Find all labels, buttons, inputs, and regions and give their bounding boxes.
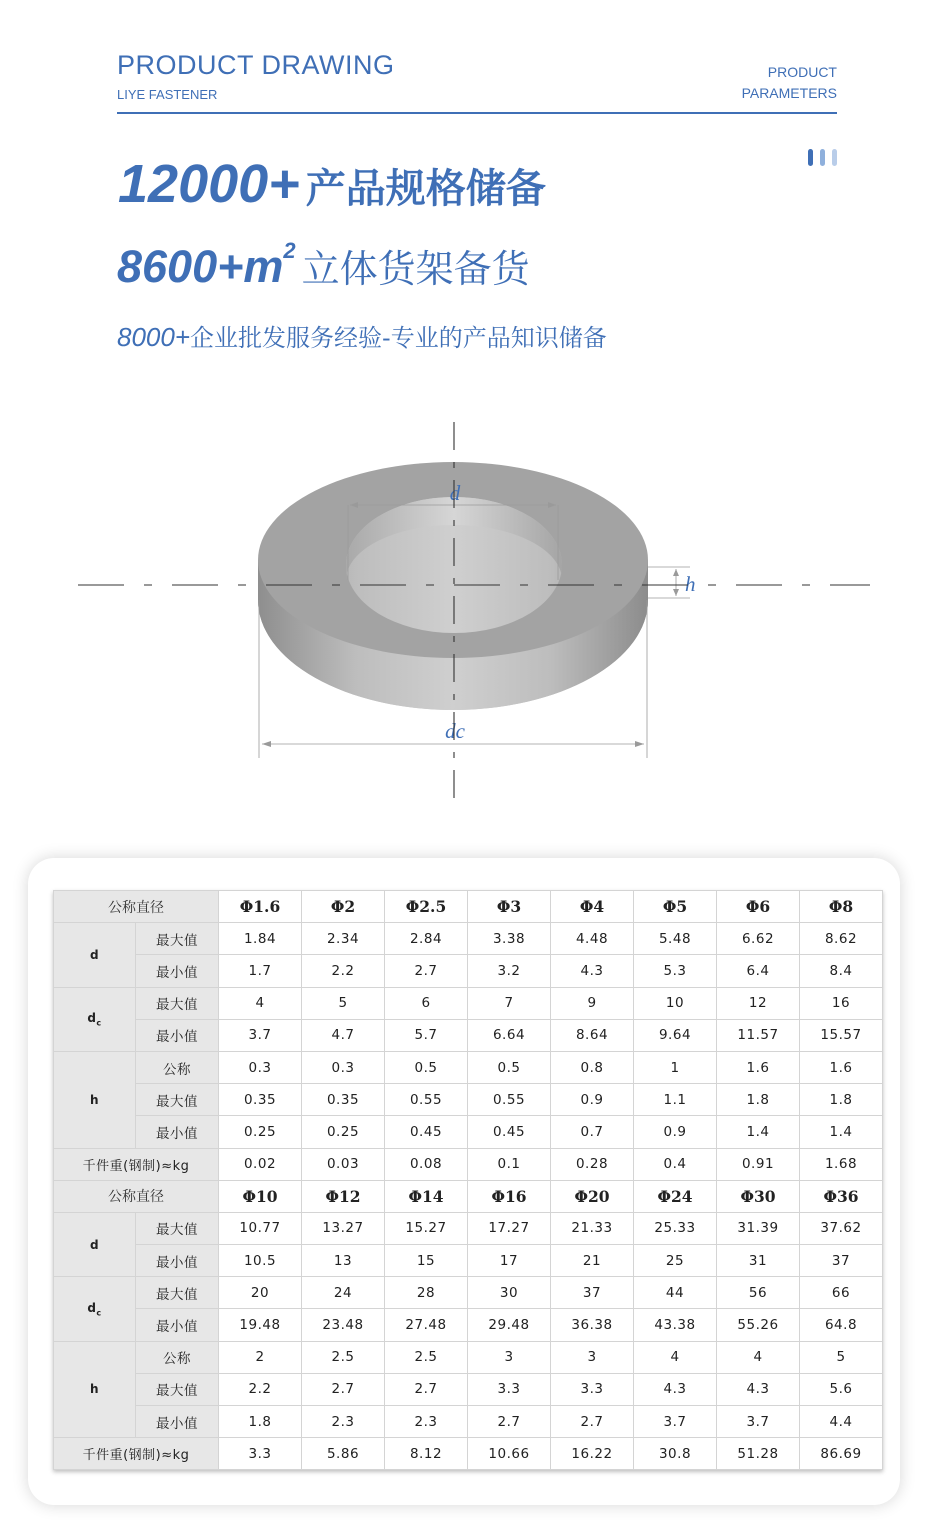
value-cell: 5.48	[634, 923, 717, 955]
symbol-text: h	[89, 1382, 100, 1397]
value-cell: 31	[717, 1245, 800, 1277]
value-cell: 66	[800, 1277, 883, 1309]
value-cell: 23.48	[302, 1309, 385, 1341]
value-cell: 2.7	[385, 1373, 468, 1405]
size-header-cell: Φ2.5	[385, 891, 468, 923]
value-cell: 0.45	[385, 1116, 468, 1148]
value-cell: 2.7	[468, 1406, 551, 1438]
value-cell: 27.48	[385, 1309, 468, 1341]
value-cell: 2	[219, 1341, 302, 1373]
weight-value-cell: 51.28	[717, 1438, 800, 1470]
size-header-cell: Φ3	[468, 891, 551, 923]
decorative-bars	[808, 149, 837, 166]
value-cell: 4.3	[551, 955, 634, 987]
value-cell: 2.84	[385, 923, 468, 955]
value-cell: 11.57	[717, 1019, 800, 1051]
size-header-cell: Φ14	[385, 1180, 468, 1212]
table-row	[54, 1309, 883, 1341]
weight-value-cell: 3.3	[219, 1438, 302, 1470]
value-cell: 37	[800, 1245, 883, 1277]
symbol-cell	[54, 1212, 136, 1276]
weight-value-cell: 0.02	[219, 1148, 302, 1180]
table-row	[54, 955, 883, 987]
value-cell: 8.64	[551, 1019, 634, 1051]
table-row	[54, 1277, 883, 1309]
value-cell: 3.3	[551, 1373, 634, 1405]
header-title: PRODUCT DRAWING	[117, 50, 395, 80]
value-cell: 55.26	[717, 1309, 800, 1341]
value-cell: 15.57	[800, 1019, 883, 1051]
row-label-cell: 最小值	[136, 1245, 219, 1277]
value-cell: 3.7	[219, 1019, 302, 1051]
value-cell: 0.3	[219, 1051, 302, 1083]
value-cell: 3.2	[468, 955, 551, 987]
value-cell: 29.48	[468, 1309, 551, 1341]
value-cell: 17.27	[468, 1212, 551, 1244]
value-cell: 1.6	[800, 1051, 883, 1083]
value-cell: 1.8	[800, 1084, 883, 1116]
value-cell: 3.7	[717, 1406, 800, 1438]
value-cell: 4	[219, 987, 302, 1019]
value-cell: 0.35	[219, 1084, 302, 1116]
row-label-cell: 最大值	[136, 987, 219, 1019]
decorative-bar	[832, 149, 837, 166]
symbol-cell	[54, 1277, 136, 1341]
row-label-cell: 最大值	[136, 1277, 219, 1309]
value-cell: 4	[717, 1341, 800, 1373]
size-header-cell: Φ6	[717, 891, 800, 923]
value-cell: 1.8	[219, 1406, 302, 1438]
weight-label-cell: 千件重(钢制)≈kg	[54, 1148, 219, 1180]
value-cell: 2.5	[385, 1341, 468, 1373]
row-label-cell: 最大值	[136, 923, 219, 955]
value-cell: 2.2	[302, 955, 385, 987]
value-cell: 9.64	[634, 1019, 717, 1051]
spec-table	[53, 890, 883, 1470]
value-cell: 64.8	[800, 1309, 883, 1341]
value-cell: 6.64	[468, 1019, 551, 1051]
value-cell: 2.7	[302, 1373, 385, 1405]
value-cell: 5	[302, 987, 385, 1019]
row-label-cell: 最小值	[136, 955, 219, 987]
value-cell: 15.27	[385, 1212, 468, 1244]
weight-value-cell: 0.91	[717, 1148, 800, 1180]
value-cell: 1	[634, 1051, 717, 1083]
size-header-cell: Φ5	[634, 891, 717, 923]
value-cell: 4.3	[634, 1373, 717, 1405]
weight-value-cell: 0.1	[468, 1148, 551, 1180]
value-cell: 2.34	[302, 923, 385, 955]
value-cell: 13.27	[302, 1212, 385, 1244]
value-cell: 6.62	[717, 923, 800, 955]
row-label-cell: 最大值	[136, 1084, 219, 1116]
value-cell: 3	[551, 1341, 634, 1373]
value-cell: 0.5	[468, 1051, 551, 1083]
value-cell: 0.9	[551, 1084, 634, 1116]
value-cell: 3.3	[468, 1373, 551, 1405]
symbol-cell	[54, 987, 136, 1051]
value-cell: 10	[634, 987, 717, 1019]
slogan-line2-unit	[243, 238, 296, 292]
value-cell: 2.7	[385, 955, 468, 987]
value-cell: 5.3	[634, 955, 717, 987]
weight-row	[54, 1148, 883, 1180]
value-cell: 15	[385, 1245, 468, 1277]
size-header-cell: Φ36	[800, 1180, 883, 1212]
slogan-line1-number: 12000+	[118, 154, 300, 214]
value-cell: 6	[385, 987, 468, 1019]
decorative-bar	[820, 149, 825, 166]
value-cell: 8.62	[800, 923, 883, 955]
row-label-cell: 公称	[136, 1051, 219, 1083]
value-cell: 4.48	[551, 923, 634, 955]
row-label-cell: 最小值	[136, 1019, 219, 1051]
value-cell: 10.77	[219, 1212, 302, 1244]
weight-value-cell: 16.22	[551, 1438, 634, 1470]
header-label-cell: 公称直径	[54, 891, 219, 923]
table-header-row	[54, 891, 883, 923]
table-row	[54, 1051, 883, 1083]
value-cell: 25	[634, 1245, 717, 1277]
value-cell: 4.4	[800, 1406, 883, 1438]
value-cell: 0.8	[551, 1051, 634, 1083]
table-row	[54, 1373, 883, 1405]
size-header-cell: Φ4	[551, 891, 634, 923]
symbol-cell	[54, 923, 136, 987]
weight-value-cell: 1.68	[800, 1148, 883, 1180]
slogan-line3	[117, 318, 607, 353]
slogan-line1	[118, 153, 546, 215]
weight-value-cell: 30.8	[634, 1438, 717, 1470]
value-cell: 0.7	[551, 1116, 634, 1148]
weight-value-cell: 0.08	[385, 1148, 468, 1180]
value-cell: 2.5	[302, 1341, 385, 1373]
value-cell: 0.3	[302, 1051, 385, 1083]
value-cell: 7	[468, 987, 551, 1019]
value-cell: 0.55	[468, 1084, 551, 1116]
value-cell: 1.4	[800, 1116, 883, 1148]
value-cell: 31.39	[717, 1212, 800, 1244]
header-divider	[117, 112, 837, 114]
slogan-line2-text: 立体货架备货	[301, 247, 530, 291]
weight-value-cell: 0.03	[302, 1148, 385, 1180]
dim-label-dc: dc	[445, 719, 465, 743]
header-label-cell: 公称直径	[54, 1180, 219, 1212]
value-cell: 12	[717, 987, 800, 1019]
value-cell: 30	[468, 1277, 551, 1309]
dim-label-d: d	[449, 481, 461, 505]
value-cell: 5	[800, 1341, 883, 1373]
value-cell: 24	[302, 1277, 385, 1309]
table-header-row	[54, 1180, 883, 1212]
value-cell: 21.33	[551, 1212, 634, 1244]
value-cell: 1.84	[219, 923, 302, 955]
value-cell: 4.7	[302, 1019, 385, 1051]
size-header-cell: Φ24	[634, 1180, 717, 1212]
size-header-cell: Φ8	[800, 891, 883, 923]
unit-base: m	[243, 241, 284, 292]
table-row	[54, 1406, 883, 1438]
value-cell: 0.45	[468, 1116, 551, 1148]
slogan-line3-number: 8000+	[117, 322, 191, 352]
weight-value-cell: 8.12	[385, 1438, 468, 1470]
value-cell: 0.5	[385, 1051, 468, 1083]
header-right-label	[742, 62, 837, 104]
value-cell: 0.25	[302, 1116, 385, 1148]
weight-value-cell: 0.4	[634, 1148, 717, 1180]
weight-value-cell: 86.69	[800, 1438, 883, 1470]
value-cell: 9	[551, 987, 634, 1019]
row-label-cell: 公称	[136, 1341, 219, 1373]
value-cell: 6.4	[717, 955, 800, 987]
symbol-text: d	[87, 1300, 97, 1315]
value-cell: 0.9	[634, 1116, 717, 1148]
size-header-cell: Φ16	[468, 1180, 551, 1212]
value-cell: 3.7	[634, 1406, 717, 1438]
value-cell: 1.4	[717, 1116, 800, 1148]
value-cell: 1.8	[717, 1084, 800, 1116]
unit-superscript: 2	[283, 238, 296, 263]
row-label-cell: 最大值	[136, 1212, 219, 1244]
row-label-cell: 最小值	[136, 1116, 219, 1148]
value-cell: 10.5	[219, 1245, 302, 1277]
symbol-text: d	[89, 1237, 100, 1252]
symbol-subscript: c	[96, 1018, 102, 1028]
slogan-line2-number: 8600+	[117, 241, 244, 292]
value-cell: 5.6	[800, 1373, 883, 1405]
value-cell: 44	[634, 1277, 717, 1309]
value-cell: 28	[385, 1277, 468, 1309]
symbol-text: d	[87, 1011, 97, 1026]
size-header-cell: Φ20	[551, 1180, 634, 1212]
value-cell: 2.3	[385, 1406, 468, 1438]
table-row	[54, 1019, 883, 1051]
row-label-cell: 最小值	[136, 1309, 219, 1341]
table-row	[54, 1341, 883, 1373]
value-cell: 1.6	[717, 1051, 800, 1083]
value-cell: 19.48	[219, 1309, 302, 1341]
size-header-cell: Φ30	[717, 1180, 800, 1212]
header-right-line1: PRODUCT	[767, 64, 837, 80]
weight-label-cell: 千件重(钢制)≈kg	[54, 1438, 219, 1470]
table-row	[54, 1212, 883, 1244]
row-label-cell: 最小值	[136, 1406, 219, 1438]
weight-value-cell: 5.86	[302, 1438, 385, 1470]
value-cell: 20	[219, 1277, 302, 1309]
value-cell: 1.1	[634, 1084, 717, 1116]
size-header-cell: Φ1.6	[219, 891, 302, 923]
value-cell: 3	[468, 1341, 551, 1373]
value-cell: 25.33	[634, 1212, 717, 1244]
value-cell: 37.62	[800, 1212, 883, 1244]
washer-drawing	[0, 410, 930, 820]
value-cell: 0.25	[219, 1116, 302, 1148]
table-row	[54, 923, 883, 955]
value-cell: 2.2	[219, 1373, 302, 1405]
table-row	[54, 987, 883, 1019]
value-cell: 43.38	[634, 1309, 717, 1341]
size-header-cell: Φ2	[302, 891, 385, 923]
weight-value-cell: 10.66	[468, 1438, 551, 1470]
table-row	[54, 1116, 883, 1148]
row-label-cell: 最大值	[136, 1373, 219, 1405]
value-cell: 37	[551, 1277, 634, 1309]
symbol-text: d	[89, 947, 100, 962]
value-cell: 2.7	[551, 1406, 634, 1438]
value-cell: 56	[717, 1277, 800, 1309]
value-cell: 4	[634, 1341, 717, 1373]
slogan-line3-text: 企业批发服务经验-专业的产品知识储备	[190, 324, 607, 352]
value-cell: 1.7	[219, 955, 302, 987]
weight-value-cell: 0.28	[551, 1148, 634, 1180]
decorative-bar	[808, 149, 813, 166]
symbol-subscript: c	[96, 1308, 102, 1318]
symbol-cell	[54, 1051, 136, 1148]
symbol-cell	[54, 1341, 136, 1438]
value-cell: 4.3	[717, 1373, 800, 1405]
value-cell: 16	[800, 987, 883, 1019]
value-cell: 8.4	[800, 955, 883, 987]
value-cell: 3.38	[468, 923, 551, 955]
value-cell: 0.35	[302, 1084, 385, 1116]
table-row	[54, 1245, 883, 1277]
slogan-line1-text: 产品规格储备	[305, 166, 546, 212]
weight-row	[54, 1438, 883, 1470]
symbol-text: h	[89, 1092, 100, 1107]
value-cell: 36.38	[551, 1309, 634, 1341]
size-header-cell: Φ12	[302, 1180, 385, 1212]
size-header-cell: Φ10	[219, 1180, 302, 1212]
dim-label-h: h	[685, 572, 696, 596]
header-right-line2: PARAMETERS	[741, 85, 837, 101]
header-subtitle: LIYE FASTENER	[117, 87, 218, 102]
slogan-line2	[117, 238, 530, 293]
value-cell: 17	[468, 1245, 551, 1277]
table-row	[54, 1084, 883, 1116]
value-cell: 13	[302, 1245, 385, 1277]
value-cell: 21	[551, 1245, 634, 1277]
value-cell: 0.55	[385, 1084, 468, 1116]
value-cell: 5.7	[385, 1019, 468, 1051]
value-cell: 2.3	[302, 1406, 385, 1438]
